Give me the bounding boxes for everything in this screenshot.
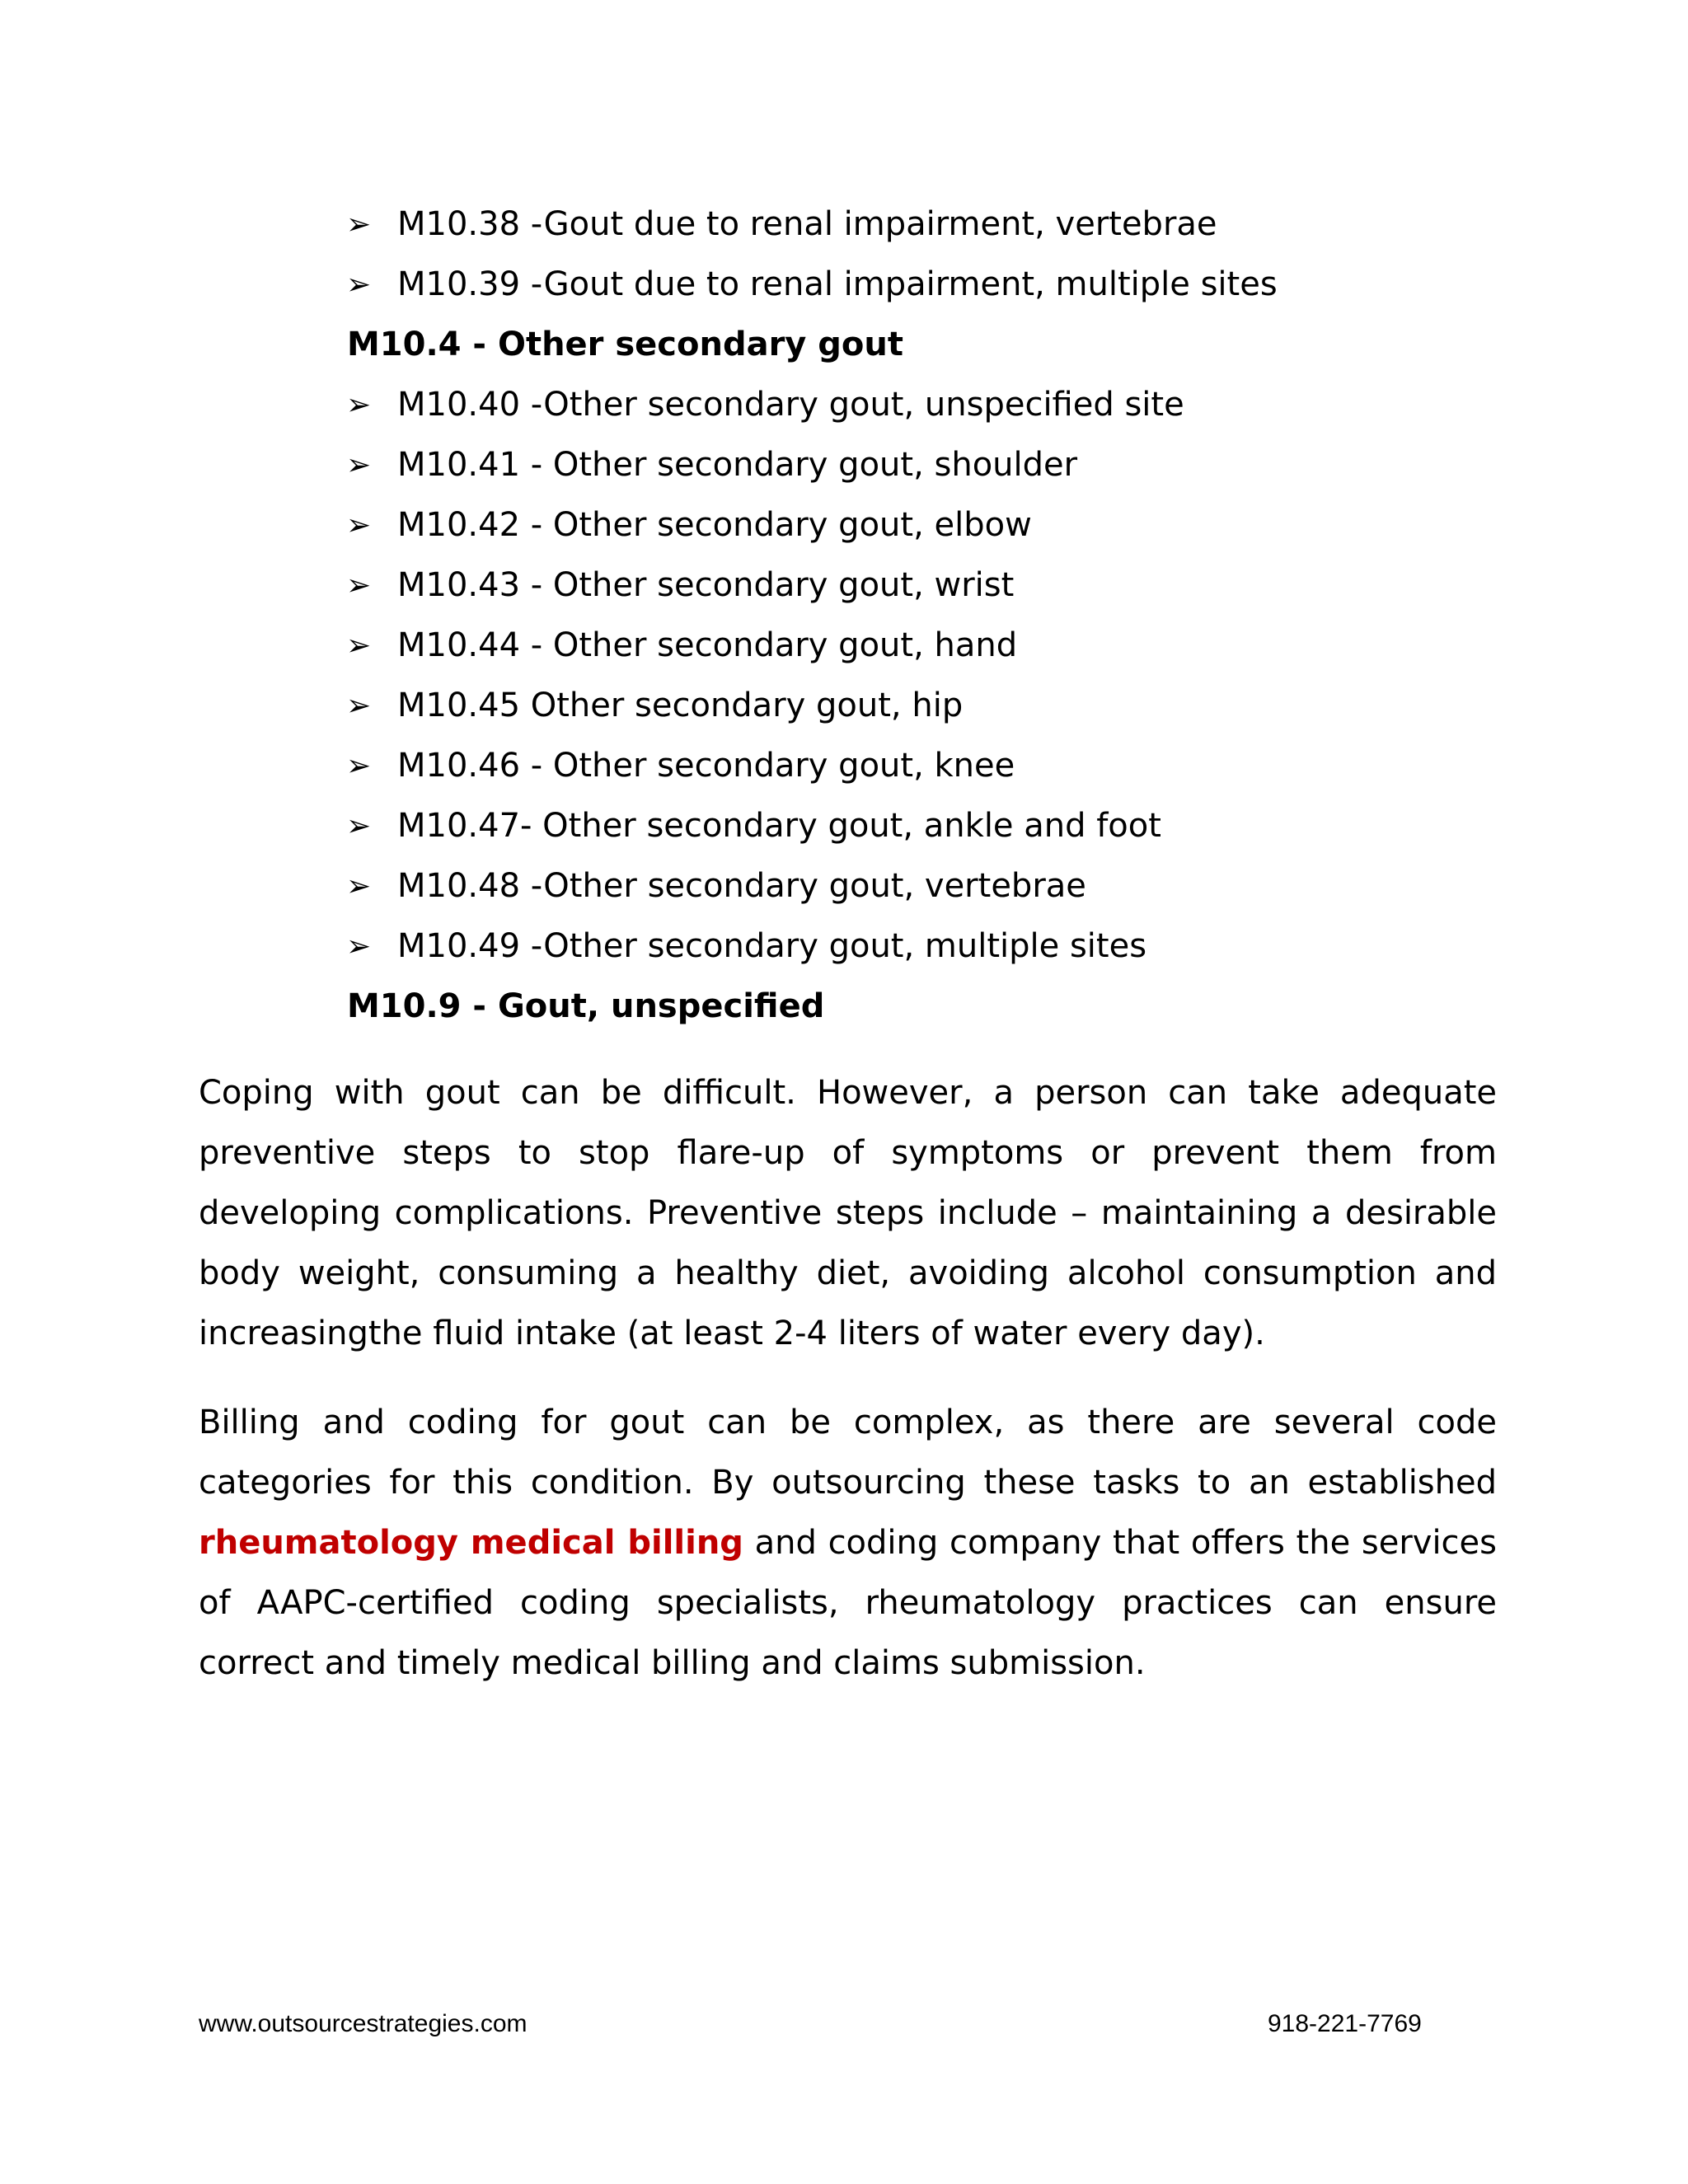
arrowhead-bullet-icon: ➢ bbox=[346, 809, 372, 843]
code-item-label: M10.38 -Gout due to renal impairment, vertebrae bbox=[397, 205, 1217, 243]
code-subitem bbox=[0, 255, 1688, 315]
rheumatology-billing-link[interactable]: rheumatology medical billing bbox=[199, 1524, 743, 1562]
arrowhead-bullet-icon: ➢ bbox=[346, 208, 372, 241]
code-subitem bbox=[0, 796, 1688, 856]
code-subitem bbox=[0, 856, 1688, 916]
gout-code-list bbox=[0, 194, 1688, 1037]
code-subitem bbox=[0, 555, 1688, 616]
code-subitem bbox=[0, 916, 1688, 977]
code-item-label: M10.44 - Other secondary gout, hand bbox=[397, 626, 1018, 664]
billing-paragraph-intro: Billing and coding for gout can be complex, as there are several code categories for this condition. By outsourcing these tasks to an established bbox=[199, 1404, 1497, 1502]
code-item-label: M10.46 - Other secondary gout, knee bbox=[397, 747, 1015, 785]
arrowhead-bullet-icon: ➢ bbox=[346, 689, 372, 723]
arrowhead-bullet-icon: ➢ bbox=[346, 509, 372, 542]
code-item-label: M10.40 -Other secondary gout, unspecified site bbox=[397, 386, 1184, 424]
arrowhead-bullet-icon: ➢ bbox=[346, 448, 372, 482]
code-item-label: M10.47- Other secondary gout, ankle and foot bbox=[397, 807, 1161, 845]
arrowhead-bullet-icon: ➢ bbox=[346, 749, 372, 783]
code-subitem bbox=[0, 194, 1688, 255]
billing-paragraph bbox=[199, 1393, 1497, 1694]
code-item-label: M10.43 - Other secondary gout, wrist bbox=[397, 566, 1015, 604]
code-item-label: M10.41 - Other secondary gout, shoulder bbox=[397, 446, 1078, 484]
code-item-label: M10.9 - Gout, unspecified bbox=[347, 987, 825, 1025]
code-subitem bbox=[0, 616, 1688, 676]
code-item-label: M10.42 - Other secondary gout, elbow bbox=[397, 506, 1032, 544]
arrowhead-bullet-icon: ➢ bbox=[346, 869, 372, 903]
code-item-label: M10.49 -Other secondary gout, multiple sites bbox=[397, 927, 1147, 965]
code-category-item bbox=[0, 315, 1688, 375]
code-item-label: M10.48 -Other secondary gout, vertebrae bbox=[397, 867, 1086, 905]
arrowhead-bullet-icon: ➢ bbox=[346, 629, 372, 663]
code-item-label: M10.39 -Gout due to renal impairment, multiple sites bbox=[397, 265, 1278, 303]
code-subitem bbox=[0, 736, 1688, 796]
arrowhead-bullet-icon: ➢ bbox=[346, 930, 372, 963]
arrowhead-bullet-icon: ➢ bbox=[346, 268, 372, 302]
arrowhead-bullet-icon: ➢ bbox=[346, 569, 372, 602]
footer-phone: 918-221-7769 bbox=[1268, 2010, 1422, 2037]
code-subitem bbox=[0, 375, 1688, 435]
code-category-item bbox=[0, 977, 1688, 1037]
footer-website[interactable]: www.outsourcestrategies.com bbox=[199, 2010, 528, 2037]
code-item-label: M10.45 Other secondary gout, hip bbox=[397, 687, 964, 724]
code-subitem bbox=[0, 676, 1688, 736]
code-subitem bbox=[0, 435, 1688, 495]
billing-paragraph-rest: and coding company that offers the services of AAPC-certified coding specialists, rheumatology practices can ensure correct and timely medical billing and claims submission. bbox=[199, 1524, 1498, 1682]
code-subitem bbox=[0, 495, 1688, 555]
coping-paragraph: Coping with gout can be difficult. However, a person can take adequate preventive steps to stop flare-up of symptoms or prevent them from developing complications. Preventive steps include – maintaining a desirable body weight, consuming a healthy diet, avoiding alcohol consumption and increasingthe fluid intake (at least 2-4 liters of water every day). bbox=[199, 1074, 1497, 1352]
code-item-label: M10.4 - Other secondary gout bbox=[347, 326, 903, 363]
arrowhead-bullet-icon: ➢ bbox=[346, 388, 372, 422]
